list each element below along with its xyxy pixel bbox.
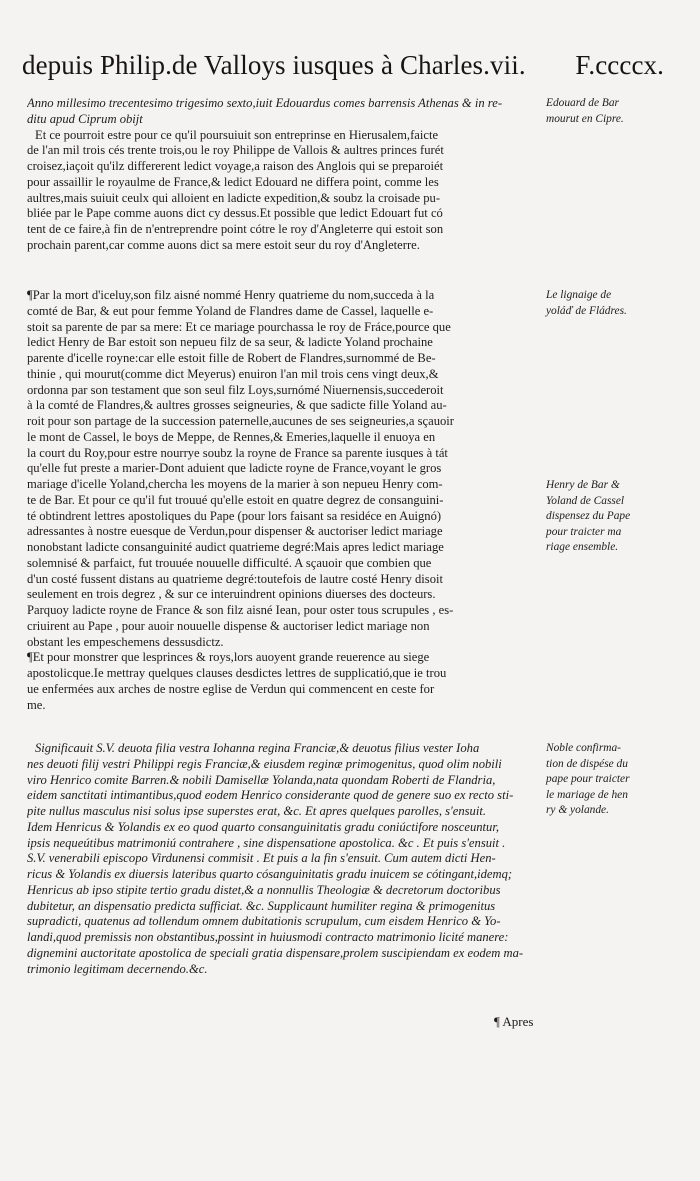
margin-line: pour traicter ma	[546, 525, 622, 538]
text-line: ordonna par son testament que son seul filz Loys,surnómé Niuernensis,succederoit	[27, 382, 444, 397]
latin-line: trimonio legitimam decernendo.&c.	[27, 961, 208, 976]
text-line: Et ce pourroit estre pour ce qu'il poursuiuit son entreprinse en Hierusalem,faicte	[35, 127, 439, 142]
text-line: nonobstant ladicte consanguinité audict quatrieme degré:Mais apres ledict mariage	[27, 540, 444, 554]
text-line: ledict Henry de Bar estoit son nepueu filz de sa seur, & ladicte Yoland prochaine	[27, 335, 433, 350]
latin-line: Idem Henricus & Yolandis ex eo quod quarto consanguinitatis gradu coniúctifore nosceuntur,	[27, 819, 499, 834]
text-line: obstant les empeschemens dessusdictz.	[27, 634, 224, 649]
margin-line: Yoland de Cassel	[546, 494, 625, 507]
margin-line: Henry de Bar &	[546, 479, 620, 491]
latin-line: viro Henrico comite Barren.& nobili Damisellæ Yolanda,nata quondam Roberti de Flandria,	[27, 772, 496, 787]
text-line: qu'elle fut preste a marier-Dont aduient que ladicte royne de France,voyant le gros	[27, 461, 442, 476]
margin-line: yoláď de Fládres.	[546, 304, 627, 317]
text-line: la court du Roy,pour estre nourrye soubz la royne de France sa parente iusques à tát	[27, 445, 448, 460]
text-line: prochain parent,car comme auons dict sa mere estoit seur du roy d'Angleterre.	[27, 237, 420, 252]
text-line: parente d'icelle royne:car elle estoit fille de Robert de Flandres,surnommé de Be-	[27, 351, 436, 365]
text-line: comté de Bar, & eut pour femme Yoland de Flandres dame de Cassel, laquelle e-	[27, 303, 434, 318]
text-line: tent de ce faire,à fin de n'entreprendre point cótre le roy d'Angleterre qui estoit son	[27, 222, 444, 236]
text-line: bliée par le Pape comme auons dict cy dessus.Et possible que ledict Edouart fut có	[27, 206, 443, 221]
text-line: solemnisé & parfaict, fut trouuée nouuelle difficulté. A sçauoir que combien que	[27, 555, 432, 570]
latin-line: nes deuoti filij vestri Philippi regis Franciæ,& eiusdem reginæ primogenitus, quod olim nobili	[27, 756, 502, 771]
text-line: le mont de Cassel, le boys de Meppe, de Rennes,& Emeries,laquelle il enuoya en	[27, 429, 436, 444]
text-line: aultres,mais suiuit ceulx qui alloient en ladicte expedition,& soubz la croisade pu-	[27, 190, 441, 205]
text-line: roit pour son partage de la succession paternelle,aucunes de ses seigneuries,a sçauoir	[27, 414, 454, 428]
text-line: apostolicque.Ie mettray quelques clauses desdictes lettres de supplicatió,que ie trou	[27, 666, 447, 680]
text-line: Parquoy ladicte royne de France & son filz aisné Iean, pour oster tous scrupules , es-	[27, 603, 454, 617]
running-header	[22, 50, 664, 81]
catchword: ¶ Apres	[494, 1014, 534, 1029]
latin-line: Henricus ab ipso stipite tertio gradu distet,& a nonnullis Theologiæ & decretorum doctoribus	[27, 882, 501, 897]
margin-note-confirmation	[546, 741, 698, 819]
text-line: ue enfermées aux arches de nostre eglise de Verdun qui commencent en ceste for	[27, 681, 435, 696]
folio-number: F.ccccx.	[575, 50, 664, 80]
margin-line: riage ensemble.	[546, 541, 619, 553]
paragraph-edouard	[27, 96, 539, 254]
paragraph-henry	[27, 288, 539, 713]
text-line: mariage d'icelle Yoland,chercha les moyens de la marier à son nepueu Henry com-	[27, 477, 443, 491]
text-line: me.	[27, 697, 46, 712]
margin-line: mourut en Cipre.	[546, 112, 624, 125]
margin-line: Le lignaige de	[546, 289, 612, 301]
latin-line: eidem sanctitati intimantibus,quod eodem Henrico considerante quod de genere suo ex recto sti-	[27, 788, 514, 803]
text-line: ¶Et pour monstrer que lesprinces & roys,lors auoyent grande reuerence au siege	[27, 650, 430, 665]
latin-line: pite nullus masculus nisi solus ipse superstes erat, &c. Et apres quelques parolles, s'ensuit.	[27, 804, 486, 818]
latin-line: dignemini auctoritate apostolica de speciali gratia dispensare,prolem suscipiendam ex eodem ma-	[27, 945, 524, 960]
text-line: adressantes à nostre euesque de Verdun,pour dispenser & auctoriser ledict mariage	[27, 524, 443, 539]
margin-line: Edouard de Bar	[546, 97, 619, 109]
text-line: d'un costé fussent distans au quatrieme degré:toutefois de lautre costé Henry disoit	[27, 571, 443, 586]
text-line: pour assaillir le royaulme de France,& ledict Edouard ne differa point, comme les	[27, 174, 439, 189]
text-line: criuirent au Pape , pour auoir nouuelle dispense & auctoriser ledict mariage non	[27, 618, 430, 633]
margin-note-lignaige	[546, 288, 698, 319]
text-line: té obtindrent lettres apostoliques du Pape (pour lors faisant sa residéce en Auignó)	[27, 508, 442, 523]
latin-line: ricus & Yolandis ex diuersis lateribus quarto cósanguinitatis gradu inuicem se cótingant,idemq;	[27, 867, 513, 881]
latin-line: supradicti, quatenus ad tollendum omnem dubitationis scrupulum, cum eisdem Henrico & Yo-	[27, 914, 501, 929]
margin-line: tion de dispése du	[546, 757, 628, 770]
margin-line: le mariage de hen	[546, 788, 628, 801]
latin-line: S.V. venerabili episcopo Virdunensi commisit . Et puis a la fin s'ensuit. Cum autem dicti Hen-	[27, 851, 496, 866]
latin-line: landi,quod premissis non obstantibus,possint in huiusmodi contracto matrimonio licité manere:	[27, 930, 509, 944]
latin-line: Anno millesimo trecentesimo trigesimo sexto,iuit Edouardus comes barrensis Athenas & in re-	[27, 96, 503, 110]
text-line: te de Bar. Et pour ce qu'il fut trouué qu'elle estoit en quatre degrez de consanguini-	[27, 492, 444, 507]
text-line: seulement en trois degrez , & sur ce interuindrent opinions diuerses des docteurs.	[27, 587, 436, 602]
text-line: de l'an mil trois cés trente trois,ou le roy Philippe de Vallois & aultres princes furét	[27, 143, 444, 158]
margin-note-dispense	[546, 478, 698, 556]
latin-line: Significauit S.V. deuota filia vestra Iohanna regina Franciæ,& deuotus filius vester Ioha	[35, 741, 480, 755]
text-line: ¶Par la mort d'iceluy,son filz aisné nommé Henry quatrieme du nom,succeda à la	[27, 288, 435, 302]
text-line: à la comté de Flandres,& aultres grosses seigneuries, & que sadicte fille Yoland au-	[27, 398, 447, 413]
latin-line: dubitetur, an dispensatio predicta sufficiat. &c. Supplicaunt humiliter regina & primogenitus	[27, 898, 496, 913]
latin-letter	[27, 741, 539, 977]
latin-line: ipsis nequeútibus matrimoniú contrahere , sine dispensatione apostolica. &c . Et puis s'ensuit .	[27, 835, 506, 850]
margin-line: Noble confirma-	[546, 742, 621, 754]
latin-line: ditu apud Ciprum obijt	[27, 111, 143, 126]
running-title: depuis Philip.de Valloys iusques à Charles.vii.	[22, 50, 526, 80]
margin-line: dispensez du Pape	[546, 510, 631, 522]
text-line: thinie , qui mourut(comme dict Meyerus) enuiron l'an mil trois cens vingt deux,&	[27, 366, 439, 381]
margin-line: ry & yolande.	[546, 804, 609, 816]
text-line: stoit sa parente de par sa mere: Et ce mariage pourchassa le roy de Fráce,pource que	[27, 319, 451, 334]
text-line: croisez,iaçoit qu'ilz differerent ledict voyage,a raison des Anglois qui se preparoiét	[27, 159, 444, 173]
margin-note-edouard	[546, 96, 698, 127]
margin-line: pape pour traicter	[546, 773, 630, 785]
